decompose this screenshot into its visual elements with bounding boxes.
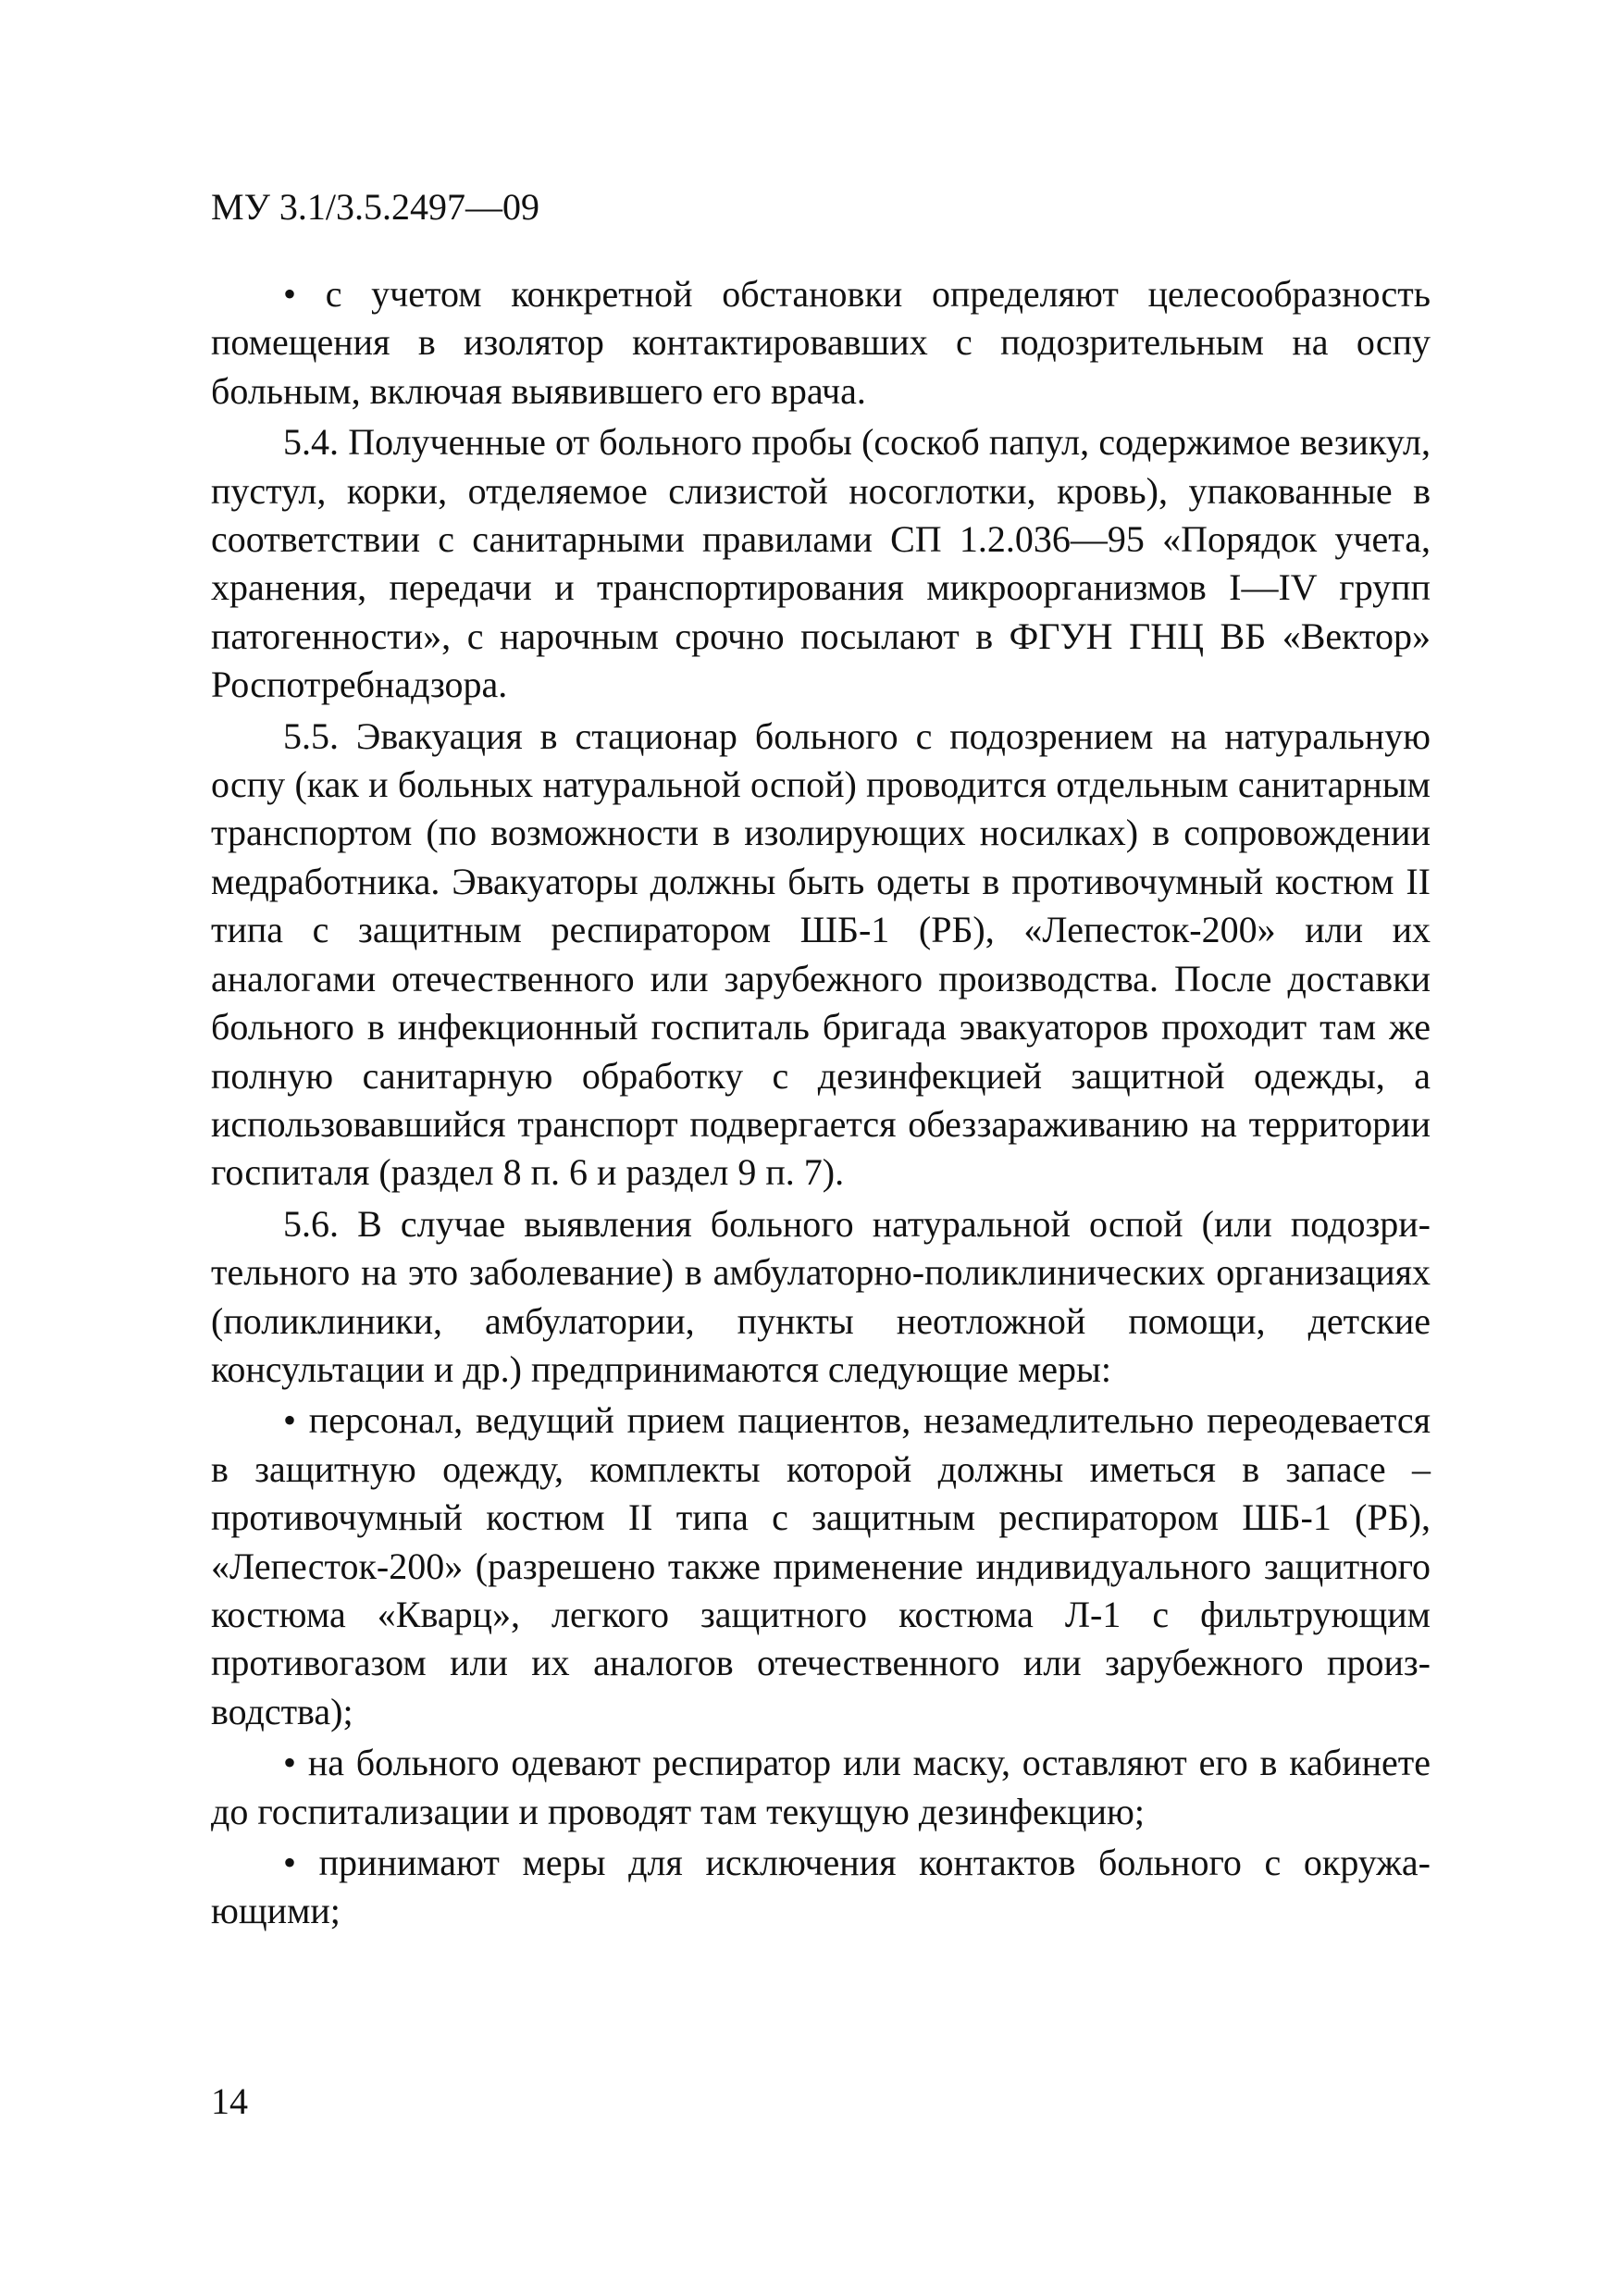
document-code-header: МУ 3.1/3.5.2497—09 [211,186,539,228]
page-number: 14 [211,2080,248,2122]
paragraph-5-6-outpatient-measures: 5.6. В случае выявления больного натуральной оспой (или подозрительного на это заболевание) в амбулаторно-поликлинических организациях (поликлиники, амбулатории, пункты неотложной помощи, детские консультации и др.) предпринимаются следующие меры: [211,1202,1431,1390]
paragraph-5-4-samples: 5.4. Полученные от больного пробы (соскоб папул, содержимое везикул, пустул, корки, отделяемое слизистой носоглотки, кровь), упакованные в соответствии с санитарными правилами СП 1.2.036—95 «Порядок учета, хранения, передачи и транспортирования микроорганизмов I—IV групп патогенности», с нарочным срочно посылают в ФГУН ГНЦ ВБ «Вектор» Роспотребнадзора. [211,421,1431,706]
paragraph-bullet-isolation: • с учетом конкретной обстановки определяют целесообразность помещения в изолятор контактировавших с подозрительным на оспу больным, включая выявившего его врача. [211,273,1431,412]
paragraph-bullet-staff-protective-clothing: • персонал, ведущий прием пациентов, незамедлительно переодевается в защитную одежду, комплекты которой должны иметься в запасе – противочумный костюм II типа с защитным респиратором ШБ-1 (РБ), «Лепесток-200» (разрешено также применение индивидуального защитного костюма «Кварц», легкого защитного костюма Л-1 с фильтрующим противогазом или их аналогов отечественного или зарубежного производства); [211,1399,1431,1732]
paragraph-bullet-patient-respirator: • на больного одевают респиратор или маску, оставляют его в кабинете до госпитализации и проводят там текущую дезинфекцию; [211,1742,1431,1832]
paragraph-5-5-evacuation: 5.5. Эвакуация в стационар больного с подозрением на натуральную оспу (как и больных натуральной оспой) проводится отдельным санитарным транспортом (по возможности в изолирующих носилках) в сопровождении медработника. Эвакуаторы должны быть одеты в противочумный костюм II типа с защитным респиратором ШБ-1 (РБ), «Лепесток-200» или их аналогами отечественного или зарубежного производства. После доставки больного в инфекционный госпиталь бригада эвакуаторов проходит там же полную санитарную обработку с дезинфекцией защитной одежды, а использовавшийся транспорт подвергается обеззараживанию на территории госпиталя (раздел 8 п. 6 и раздел 9 п. 7). [211,714,1431,1194]
document-body [211,270,1431,1936]
paragraph-bullet-exclude-contacts: • принимают меры для исключения контактов больного с окружающими; [211,1842,1431,1932]
